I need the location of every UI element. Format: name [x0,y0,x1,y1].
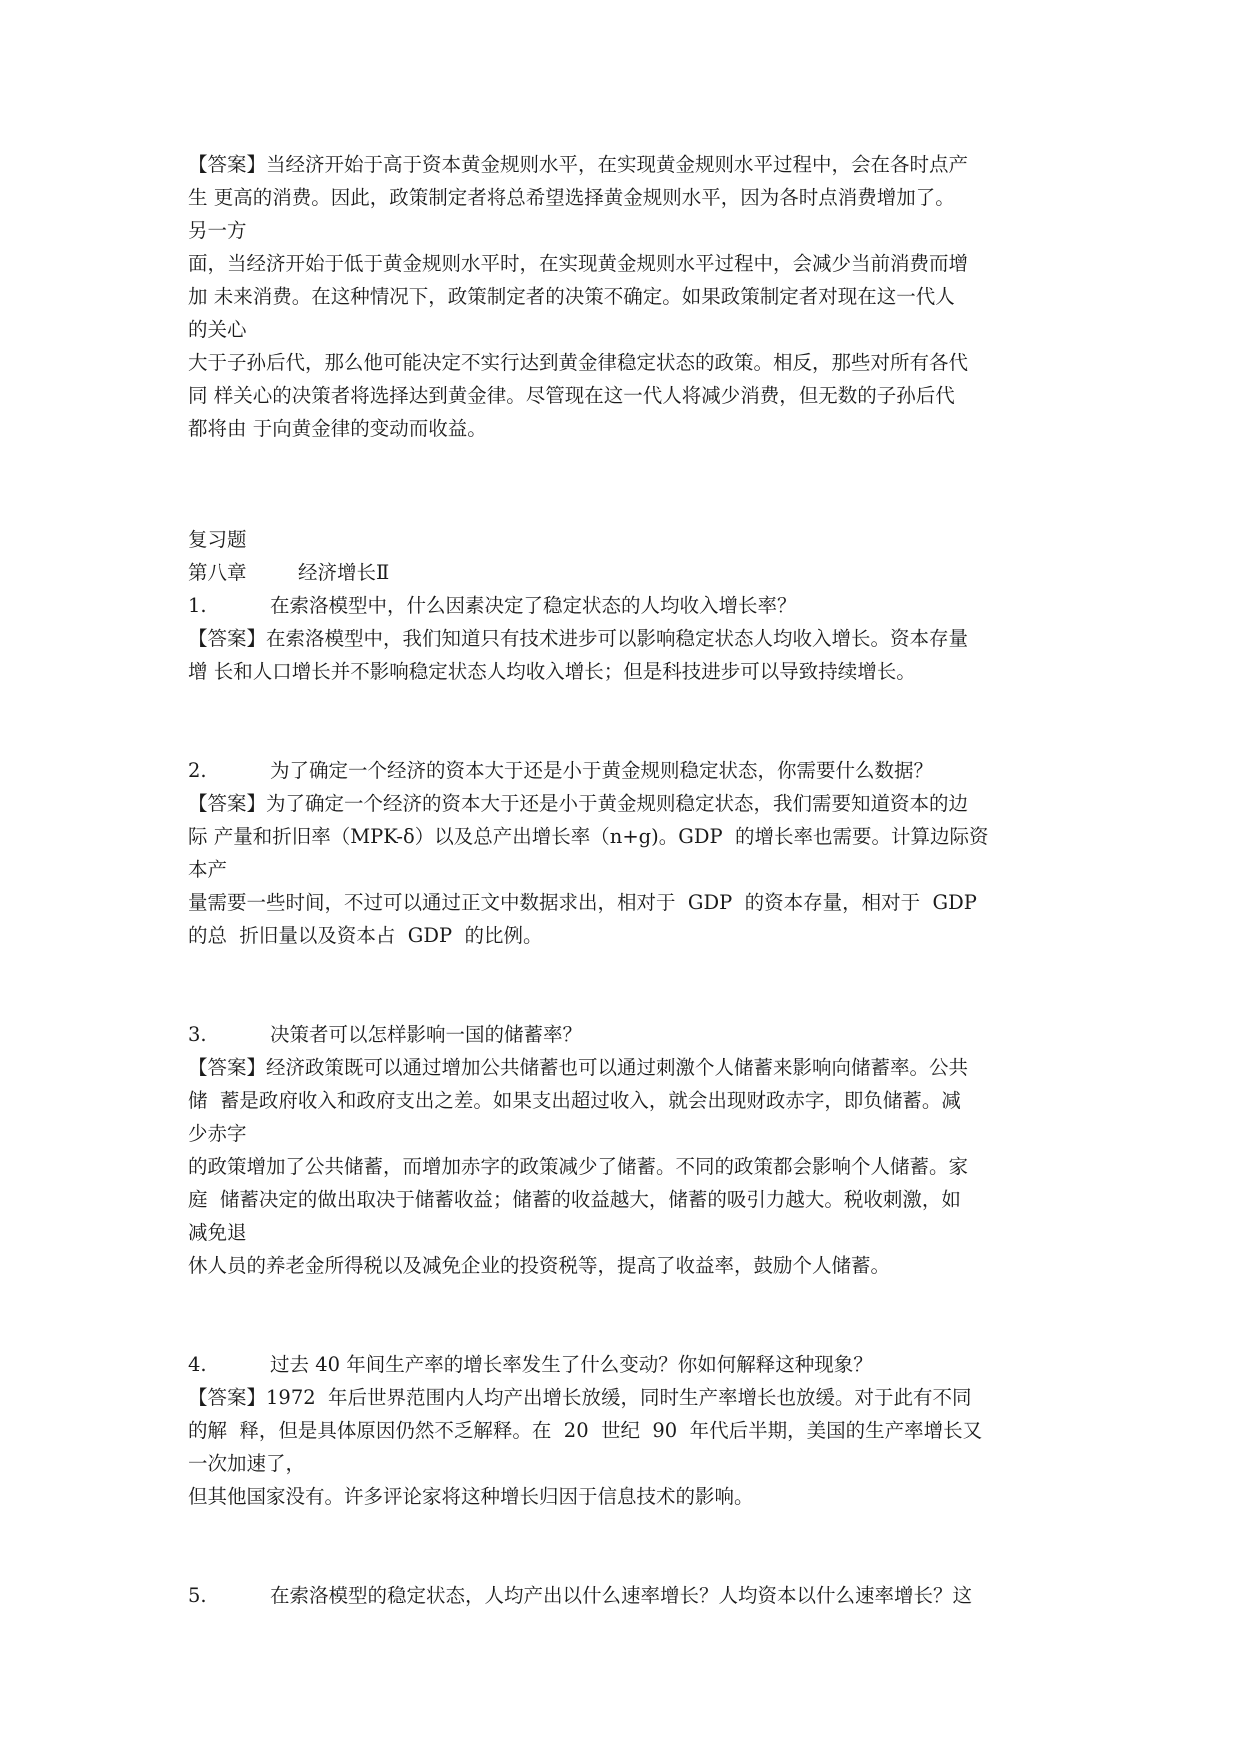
answer-line: 的总 折旧量以及资本占 GDP 的比例。 [188,924,543,947]
question-block [188,589,1068,688]
question-text: 为了确定一个经济的资本大于还是小于黄金规则稳定状态，你需要什么数据？ [270,759,934,782]
answer-line: 【答案】在索洛模型中，我们知道只有技术进步可以影响稳定状态人均收入增长。资本存量 [188,627,969,650]
answer-line: 少赤字 [188,1122,247,1145]
question-text: 在索洛模型中，什么因素决定了稳定状态的人均收入增长率？ [270,594,797,617]
section-title: 复习题 [188,528,247,551]
question-block [188,1348,1068,1513]
chapter-title: 经济增长Ⅱ [298,561,390,584]
answer-line: 的政策增加了公共储蓄，而增加赤字的政策减少了储蓄。不同的政策都会影响个人储蓄。家 [188,1155,969,1178]
answer-line: 的解 释，但是具体原因仍然不乏解释。在 20 世纪 90 年代后半期，美国的生产率增长又 [188,1419,983,1442]
intro-line: 另一方 [188,219,247,242]
question-number: 5. [188,1584,207,1607]
answer-line: 【答案】1972 年后世界范围内人均产出增长放缓，同时生产率增长也放缓。对于此有不同 [188,1386,972,1409]
answer-line: 庭 储蓄决定的做出取决于储蓄收益；储蓄的收益越大，储蓄的吸引力越大。税收刺激，如 [188,1188,961,1211]
intro-line: 同 样关心的决策者将选择达到黄金律。尽管现在这一代人将减少消费，但无数的子孙后代 [188,384,955,407]
chapter-label: 第八章 [188,561,247,584]
intro-line: 的关心 [188,318,247,341]
question-block [188,1018,1068,1282]
intro-answer [188,148,1068,445]
question-number: 4. [188,1353,207,1376]
question-block [188,1579,1068,1612]
intro-line: 大于子孙后代，那么他可能决定不实行达到黄金律稳定状态的政策。相反，那些对所有各代 [188,351,969,374]
answer-line: 但其他国家没有。许多评论家将这种增长归因于信息技术的影响。 [188,1485,754,1508]
answer-line: 【答案】经济政策既可以通过增加公共储蓄也可以通过刺激个人储蓄来影响向储蓄率。公共 [188,1056,969,1079]
answer-line: 增 长和人口增长并不影响稳定状态人均收入增长；但是科技进步可以导致持续增长。 [188,660,916,683]
intro-line: 面，当经济开始于低于黄金规则水平时，在实现黄金规则水平过程中，会减少当前消费而增 [188,252,969,275]
answer-line: 一次加速了， [188,1452,306,1475]
question-line [188,589,1068,622]
intro-line: 生 更高的消费。因此，政策制定者将总希望选择黄金规则水平，因为各时点消费增加了。 [188,186,955,209]
question-text: 过去 40 年间生产率的增长率发生了什么变动？你如何解释这种现象？ [270,1353,873,1376]
question-number: 3. [188,1023,207,1046]
answer-line: 量需要一些时间，不过可以通过正文中数据求出，相对于 GDP 的资本存量，相对于 GDP [188,891,977,914]
answer-line: 际 产量和折旧率（MPK-δ）以及总产出增长率（n+g)。GDP 的增长率也需要。计算边际资 [188,825,989,848]
answer-line: 【答案】为了确定一个经济的资本大于还是小于黄金规则稳定状态，我们需要知道资本的边 [188,792,969,815]
question-line [188,1579,1068,1612]
document-page [188,148,1068,1612]
question-line [188,1348,1068,1381]
intro-line: 都将由 于向黄金律的变动而收益。 [188,417,487,440]
question-block [188,754,1068,952]
answer-line: 休人员的养老金所得税以及减免企业的投资税等，提高了收益率，鼓励个人储蓄。 [188,1254,891,1277]
answer-line: 减免退 [188,1221,247,1244]
intro-line: 加 未来消费。在这种情况下，政策制定者的决策不确定。如果政策制定者对现在这一代人 [188,285,955,308]
answer-line: 本产 [188,858,228,881]
question-number: 2. [188,759,207,782]
answer-line: 储 蓄是政府收入和政府支出之差。如果支出超过收入，就会出现财政赤字，即负储蓄。减 [188,1089,961,1112]
question-line [188,1018,1068,1051]
intro-line: 【答案】当经济开始于高于资本黄金规则水平，在实现黄金规则水平过程中，会在各时点产 [188,153,969,176]
chapter-heading [188,556,1068,589]
question-line [188,754,1068,787]
question-number: 1. [188,594,207,617]
question-text: 在索洛模型的稳定状态，人均产出以什么速率增长？人均资本以什么速率增长？这 [270,1584,973,1607]
question-text: 决策者可以怎样影响一国的储蓄率？ [270,1023,583,1046]
